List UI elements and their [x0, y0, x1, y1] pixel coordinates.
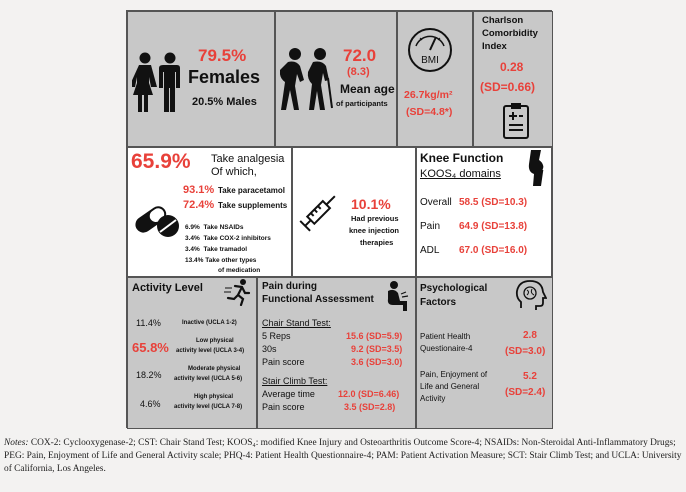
nsaids-label: Take NSAIDs	[203, 224, 244, 231]
koos-adl-label: ADL	[420, 245, 440, 256]
sitting-person-icon	[384, 280, 412, 312]
charlson-value: 0.28	[500, 60, 524, 74]
age-cell	[275, 11, 397, 147]
charlson-title-2: Comorbidity	[482, 28, 538, 39]
chair-stand-title	[262, 318, 331, 328]
tramadol-pct: 3.4%	[185, 246, 200, 253]
cox2-row	[185, 235, 271, 242]
chair-stand-title-text: Chair Stand Test:	[262, 318, 331, 328]
analgesia-pct: 65.9%	[131, 150, 191, 173]
notes-prefix: Notes:	[4, 438, 29, 448]
runner-icon	[224, 278, 252, 306]
peg-label-2: Life and General	[420, 382, 480, 391]
clipboard-icon	[502, 102, 530, 140]
injection-label-3: therapies	[360, 238, 394, 247]
stair-climb-title	[262, 376, 327, 386]
injection-label-1: Had previous	[351, 214, 399, 223]
age-label-1: Mean age	[340, 82, 395, 96]
phq-value: 2.8	[523, 330, 537, 341]
psych-title-1: Psychological	[420, 283, 488, 294]
stair-pain-label: Pain score	[262, 402, 305, 412]
pain-title-1: Pain during	[262, 281, 317, 292]
infographic-frame	[126, 10, 552, 428]
male-text: 20.5% Males	[192, 96, 257, 108]
peg-value: 5.2	[523, 371, 537, 382]
pills-icon	[132, 192, 182, 242]
low-activity-label-1: Low physical	[196, 338, 234, 344]
low-activity-label-2: activity level (UCLA 3-4)	[176, 348, 245, 354]
age-label-2: of participants	[336, 99, 388, 108]
chair-reps-label: 5 Reps	[262, 331, 291, 341]
bmi-sd: (SD=4.8*)	[406, 106, 453, 118]
bmi-value: 26.7kg/m²	[404, 89, 453, 101]
notes-text: COX-2: Cyclooxygenase-2; CST: Chair Stand Test; KOOS₄: modified Knee Injury and Osteoarthritis Outcome Score-4; NSAIDs: Non-Steroidal Anti-Inflammatory Drugs; PEG: Pain, Enjoyment of Life and General Activity scale; PHQ-4: Patient Health Questionnaire-4; PAM: Patient Activation Measure; SCT: Stair Climb Test; and UCLA: University of California, Los Angeles.	[4, 438, 682, 474]
activity-cell	[127, 277, 257, 429]
figure-notes	[4, 437, 682, 476]
low-activity-pct: 65.8%	[132, 340, 169, 355]
other-med-label: Take other types	[205, 257, 257, 264]
stair-time-value: 12.0 (SD=6.46)	[338, 389, 400, 399]
knee-cell	[416, 147, 553, 277]
injection-cell	[292, 147, 416, 277]
koos-overall-label: Overall	[420, 197, 452, 208]
people-icon	[132, 52, 184, 114]
moderate-activity-label-2: activity level (UCLA 5-6)	[174, 376, 243, 382]
analgesia-label-2: Of which,	[211, 166, 257, 178]
supplements-label: Take supplements	[218, 201, 288, 210]
chair-pain-value: 3.6 (SD=3.0)	[351, 357, 403, 367]
high-activity-label-2: activity level (UCLA 7-8)	[174, 404, 243, 410]
supplements-pct: 72.4%	[183, 199, 215, 211]
koos-overall-value: 58.5 (SD=10.3)	[459, 197, 528, 208]
stair-climb-title-text: Stair Climb Test:	[262, 376, 328, 386]
paracetamol-label: Take paracetamol	[218, 186, 285, 195]
phq-sd: (SD=3.0)	[505, 346, 546, 357]
high-activity-label-1: High physical	[194, 394, 234, 400]
peg-sd: (SD=2.4)	[505, 387, 546, 398]
nsaids-pct: 6.9%	[185, 224, 200, 231]
tramadol-label: Take tramadol	[203, 246, 248, 253]
peg-label-3: Activity	[420, 394, 446, 403]
knee-title: Knee Function	[420, 151, 504, 165]
psych-cell	[416, 277, 553, 429]
other-med-pct: 13.4%	[185, 257, 204, 264]
chair-30s-label: 30s	[262, 344, 277, 354]
moderate-activity-label-1: Moderate physical	[188, 366, 241, 372]
chair-30s-value: 9.2 (SD=3.5)	[351, 344, 403, 354]
activity-title: Activity Level	[132, 282, 203, 294]
moderate-activity-pct: 18.2%	[136, 370, 162, 380]
koos-pain-label: Pain	[420, 221, 441, 232]
pain-title-2: Functional Assessment	[262, 294, 374, 305]
cox2-pct: 3.4%	[185, 235, 200, 242]
bmi-cell	[397, 11, 473, 147]
analgesia-label-1: Take analgesia	[211, 153, 285, 165]
chair-pain-label: Pain score	[262, 357, 305, 367]
pain-assessment-cell	[257, 277, 416, 429]
other-med-row	[185, 257, 256, 264]
bmi-icon-text: BMI	[421, 55, 439, 66]
age-sd: (8.3)	[347, 66, 370, 78]
analgesia-cell	[127, 147, 292, 277]
cox2-label: Take COX-2 inhibitors	[203, 235, 271, 242]
tramadol-row	[185, 246, 247, 253]
koos-pain-value: 64.9 (SD=13.8)	[459, 221, 528, 232]
charlson-sd: (SD=0.66)	[480, 80, 536, 94]
stair-pain-value: 3.5 (SD=2.8)	[344, 402, 396, 412]
inactive-pct: 11.4%	[136, 318, 161, 328]
nsaids-row	[185, 224, 243, 231]
phq-label-1: Patient Health	[420, 332, 471, 341]
charlson-title-1: Charlson	[482, 15, 524, 26]
other-med-cont: of medication	[218, 267, 261, 274]
chair-reps-value: 15.6 (SD=5.9)	[346, 331, 403, 341]
high-activity-pct: 4.6%	[140, 399, 161, 409]
head-brain-icon	[515, 280, 547, 314]
injection-label-2: knee injection	[349, 226, 400, 235]
koos-adl-value: 67.0 (SD=16.0)	[459, 245, 528, 256]
stair-time-label: Average time	[262, 389, 315, 399]
phq-label-2: Questionaire-4	[420, 344, 473, 353]
injection-pct: 10.1%	[351, 196, 391, 212]
syringe-icon	[297, 188, 343, 234]
sex-cell	[127, 11, 275, 147]
age-mean: 72.0	[343, 46, 377, 65]
psych-title-2: Factors	[420, 297, 457, 308]
elderly-couple-icon	[280, 46, 338, 110]
inactive-label: Inactive (UCLA 1-2)	[182, 320, 237, 326]
female-label: Females	[188, 67, 261, 87]
paracetamol-pct: 93.1%	[183, 184, 215, 196]
knee-subtitle-text: KOOS₄ domains	[420, 168, 501, 180]
knee-subtitle	[420, 168, 501, 180]
female-pct: 79.5%	[198, 46, 247, 65]
peg-label-1: Pain, Enjoyment of	[420, 370, 488, 379]
charlson-title-3: Index	[482, 41, 507, 52]
bmi-gauge-icon	[406, 26, 454, 74]
knee-icon	[523, 150, 549, 186]
charlson-cell	[473, 11, 553, 147]
